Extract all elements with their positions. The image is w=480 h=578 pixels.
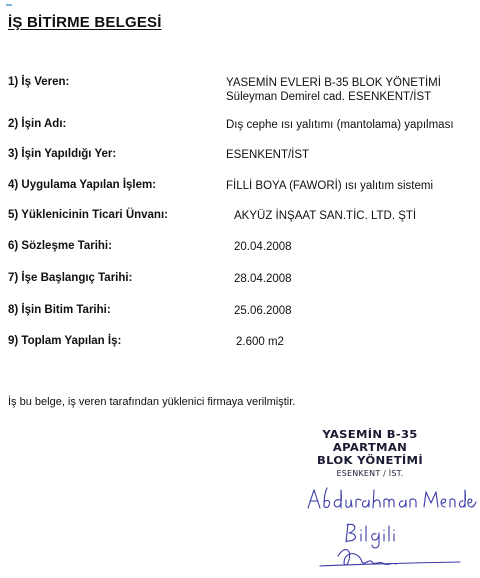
field-label: 2) İşin Adı: bbox=[8, 118, 67, 130]
stamp-line: ESENKENT / İST. bbox=[336, 469, 404, 478]
value-line: ESENKENT/İST bbox=[226, 149, 310, 161]
value-line: 25.06.2008 bbox=[234, 305, 292, 317]
stamp-line: APARTMAN bbox=[332, 441, 408, 454]
value-line: Dış cephe ısı yalıtımı (mantolama) yapılması bbox=[226, 119, 454, 131]
stamp-line: BLOK YÖNETİMİ bbox=[317, 454, 423, 467]
value-line: FİLLİ BOYA (FAWORİ) ısı yalıtım sistemi bbox=[226, 180, 434, 192]
field-value bbox=[226, 179, 433, 193]
value-line: 20.04.2008 bbox=[234, 241, 292, 253]
scan-mark bbox=[6, 4, 12, 6]
handwritten-signature bbox=[300, 478, 480, 578]
field-value bbox=[234, 272, 292, 286]
field-value bbox=[226, 76, 441, 104]
management-stamp bbox=[300, 428, 440, 480]
field-label: 9) Toplam Yapılan İş: bbox=[8, 335, 122, 347]
field-label: 5) Yüklenicinin Ticari Ünvanı: bbox=[8, 209, 168, 221]
employer-address: Süleyman Demirel cad. ESENKENT/İST bbox=[226, 91, 432, 103]
field-value bbox=[226, 148, 309, 162]
field-label: 1) İş Veren: bbox=[8, 76, 70, 88]
field-label: 6) Sözleşme Tarihi: bbox=[8, 240, 112, 252]
field-label: 4) Uygulama Yapılan İşlem: bbox=[8, 179, 157, 191]
field-value bbox=[236, 335, 284, 349]
value-line: AKYÜZ İNŞAAT SAN.TİC. LTD. ŞTİ bbox=[234, 210, 417, 222]
certificate-statement: İş bu belge, iş veren tarafından yüklenici firmaya verilmiştir. bbox=[8, 396, 296, 408]
field-value bbox=[226, 118, 454, 132]
document-title: İŞ BİTİRME BELGESİ bbox=[8, 14, 162, 31]
employer-name: YASEMİN EVLERİ B-35 BLOK YÖNETİMİ bbox=[226, 77, 441, 89]
value-line: 28.04.2008 bbox=[234, 273, 292, 285]
value-line: 2.600 m2 bbox=[236, 336, 284, 348]
stamp-line: YASEMİN B-35 bbox=[322, 428, 418, 441]
field-label: 8) İşin Bitim Tarihi: bbox=[8, 304, 111, 316]
field-label: 7) İşe Başlangıç Tarihi: bbox=[8, 272, 133, 284]
field-value bbox=[234, 209, 416, 223]
field-value bbox=[234, 240, 292, 254]
field-label: 3) İşin Yapıldığı Yer: bbox=[8, 148, 117, 160]
field-value bbox=[234, 304, 292, 318]
